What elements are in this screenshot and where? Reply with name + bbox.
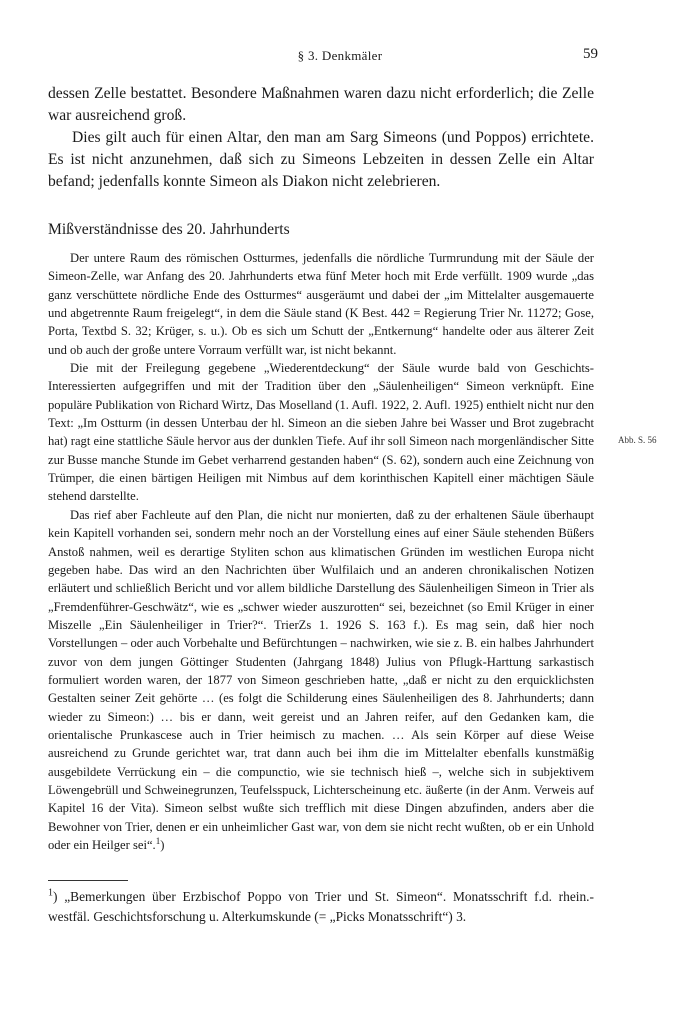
section-paragraph-3-text: Das rief aber Fachleute auf den Plan, die nicht nur monierten, daß zu der erhaltenen Säule überhaupt kein Kapitell vorhanden sei, sondern mehr noch an der Vorstellung eines auf einer Säule stehenden Büßers Anstoß nahmen, weil es derartige Styliten schon aus klimatischen Gründen im westlichen Europa nicht gegeben habe. Das wird an den Nachrichten über Wulfilaich und an anderen chronikalischen Notizen erläutert und schließlich Bericht und vor allem bildliche Darstellung des Säulenheiligen Simeon in Trier als „Fremdenführer-Geschwätz“, wie es „schwer wieder auszurotten“ sei, bezeichnet (so Emil Krüger in einer Miszelle „Ein Säulenheiliger in Trier?“. TrierZs 1. 1926 S. 163 f.). Es mag sein, daß hier noch Vorstellungen – oder auch Vorbehalte und Befürchtungen – nachwirken, wie sie z. B. ein halbes Jahrhundert zuvor von dem jungen Göttinger Studenten (Jahrgang 1848) Julius von Pflugk-Harttung sarkastisch formuliert worden waren, der 1877 von Simeon geschrieben hatte, „daß er nicht zu den erquicklichsten Gestalten seiner Zeit gehörte … (es folgt die Schilderung eines Säulenheiligen des 8. Jahrhunderts; dann wieder zu Simeon:) … bis er dann, weit gereist und an Jahren reifer, auf den Gedanken kam, die orientalische Prunkascese auch in Trier heimisch zu machen. … Als sein Körper auf diese Weise ausreichend zu Grunde gerichtet war, trat dann auch bei ihm die im Mittelalter ebenfalls kunstmäßig ausgebildete Verrückung ein – die compunctio, wie sie technisch hieß –, welche sich in subjektivem Löwengebrüll und Schweinegrunzen, Teufelsspuck, Lichterscheinung etc. äußerte (in der Anm. Verweis auf Kapitel 16 der Vita). Simeon selbst wußte sich trefflich mit diese Dingen abzufinden, anders aber die Bewohner von Trier, denen er ein unheimlicher Gast war, von dem sie nicht recht wußten, ob er ein Unhold oder ein Heilger sei“. <box>48 507 594 852</box>
margin-note-figure-ref: Abb. S. 56 <box>618 435 657 445</box>
section-heading: Mißverständnisse des 20. Jahrhunderts <box>48 221 290 238</box>
section-body <box>48 249 594 854</box>
footnote-mark: 1 <box>48 887 53 899</box>
footnote-text: ) „Bemerkungen über Erzbischof Poppo von Trier und St. Simeon“. Monatsschrift f.d. rhein.-westfäl. Geschichtsforschung u. Alterkumskunde (= „Picks Monatsschrift“) 3. <box>48 889 594 924</box>
main-text <box>48 83 594 854</box>
section-paragraph-3-end: ) <box>160 838 165 852</box>
footnote-rule <box>48 880 128 881</box>
running-head <box>0 48 700 68</box>
footnote <box>48 887 594 927</box>
section-paragraph-1: Der untere Raum des römischen Ostturmes, jedenfalls die nördliche Turmrundung mit der Säule der Simeon-Zelle, war Anfang des 20. Jahrhunderts etwa fünf Meter hoch mit Erde verfüllt. 1909 wurde „das ganz verschüttete nördliche Ende des Ostturmes“ ausgeräumt und dabei der „im Mittelalter ausgemauerte und abgetrennte Raum freigelegt“, in dem die Säule stand (K Best. 442 = Regierung Trier Nr. 11272; Gose, Porta, Textbd S. 32; Krüger, s. u.). Ob es sich um Schutt der „Entkernung“ handelte oder aus älterer Zeit und ob auch der große untere Vorraum verfüllt war, ist nicht bekannt. <box>48 251 594 357</box>
intro-block <box>48 83 594 193</box>
running-title: § 3. Denkmäler <box>297 48 383 63</box>
footnote-reference: 1 <box>155 835 161 846</box>
intro-paragraph-1: dessen Zelle bestattet. Besondere Maßnahmen waren dazu nicht erforderlich; die Zelle war ausreichend groß. <box>48 85 594 124</box>
section-paragraph-2: Die mit der Freilegung gegebene „Wiederentdeckung“ der Säule wurde bald von Geschichts-Interessierten aufgegriffen und mit der Tradition über den „Säulenheiligen“ Simeon verknüpft. Eine populäre Publikation von Richard Wirtz, Das Moselland (1. Aufl. 1922, 2. Aufl. 1925) enthielt nicht nur den Text: „Im Ostturm (in dessen Unterbau der hl. Simeon an die sieben Jahre bei Wasser und Brot zugebracht hat) ragt eine stattliche Säule hervor aus der dunklen Tiefe. Auf ihr soll Simeon nach morgenländischer Sitte zur Busse manche Stunde im Gebet verharrend gestanden haben“ (S. 62), sondern auch eine Zeichnung von Trümper, die einen bärtigen Heiligen mit Nimbus auf dem korinthischen Kapitell einer mächtigen Säule stehend darstellte. <box>48 361 594 504</box>
page-number: 59 <box>583 46 598 62</box>
intro-paragraph-2: Dies gilt auch für einen Altar, den man am Sarg Simeons (und Poppos) errichtete. Es ist nicht anzunehmen, daß sich zu Simeons Lebzeiten in dessen Zelle ein Altar befand; jedenfalls konnte Simeon als Diakon nicht zelebrieren. <box>48 129 594 190</box>
section-paragraph-3 <box>48 506 594 855</box>
